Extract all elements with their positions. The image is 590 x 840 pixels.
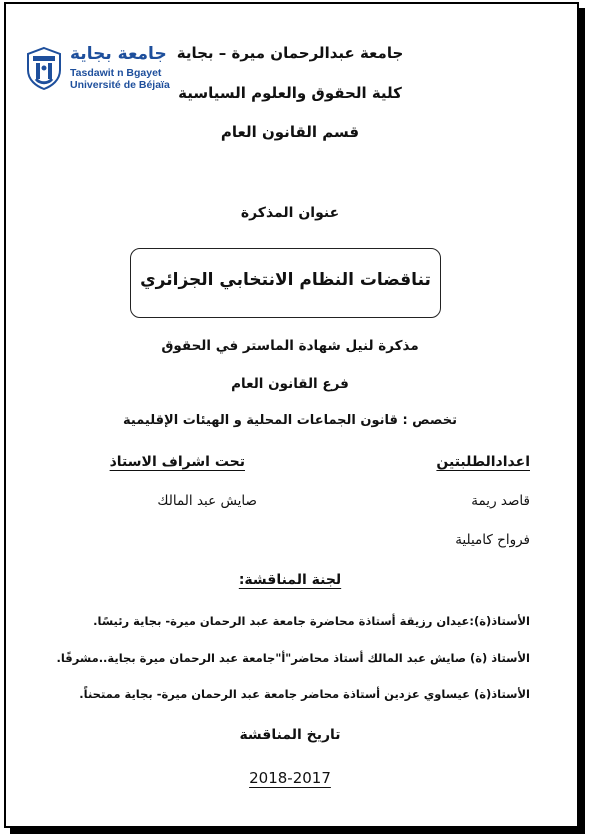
logo-arabic-name: جامعة بجاية <box>70 44 167 64</box>
committee-member-1: الأستاذ(ة):عيدان رزيقة أستاذة محاضرة جامعة عبد الرحمان ميرة- بجاية رئيسًا. <box>93 614 530 628</box>
students-heading: اعدادالطلبتين <box>436 454 530 470</box>
department-name: قسم القانون العام <box>220 123 360 141</box>
discussion-date-label: تاريخ المناقشة <box>239 727 341 743</box>
student-name-2: فرواح كاميلية <box>455 532 530 548</box>
logo-line-2: Université de Béjaïa <box>70 79 170 91</box>
academic-year: 2018-2017 <box>249 769 331 787</box>
committee-member-2: الأستاذ (ة) صايش عبد المالك أستاذ محاضر"أ"جامعة عبد الرحمان ميرة بجاية..مشرفًا. <box>56 651 530 665</box>
thesis-title-box <box>130 248 441 318</box>
thesis-specialty: تخصص : قانون الجماعات المحلية و الهيئات الإقليمية <box>123 413 457 428</box>
university-name: جامعة عبدالرحمان ميرة – بجاية <box>176 44 404 62</box>
student-name-1: قاصد ريمة <box>471 493 530 509</box>
thesis-title: تناقضات النظام الانتخابي الجزائري <box>140 270 431 290</box>
committee-heading: لجنة المناقشة: <box>238 572 342 588</box>
supervisor-name: صايش عبد المالك <box>157 493 257 509</box>
university-logo <box>24 44 174 94</box>
committee-member-3: الأستاذ(ة) عيساوي عزدين أستاذة محاضر جامعة عبد الرحمان ميرة- بجاية ممتحناً. <box>79 687 530 701</box>
supervisor-heading: تحت اشراف الاستاذ <box>109 454 245 470</box>
university-emblem-icon <box>24 46 64 90</box>
page-shadow-right <box>579 8 585 834</box>
thesis-purpose: مذكرة لنيل شهادة الماستر في الحقوق <box>161 338 419 354</box>
thesis-branch: فرع القانون العام <box>231 376 349 392</box>
logo-line-1: Tasdawit n Bgayet <box>70 67 162 79</box>
thesis-title-label: عنوان المذكرة <box>240 205 340 221</box>
page-border-right <box>577 2 579 828</box>
page-shadow-bottom <box>10 828 585 834</box>
faculty-name: كلية الحقوق والعلوم السياسية <box>178 84 402 102</box>
page-border-bottom <box>4 826 579 828</box>
